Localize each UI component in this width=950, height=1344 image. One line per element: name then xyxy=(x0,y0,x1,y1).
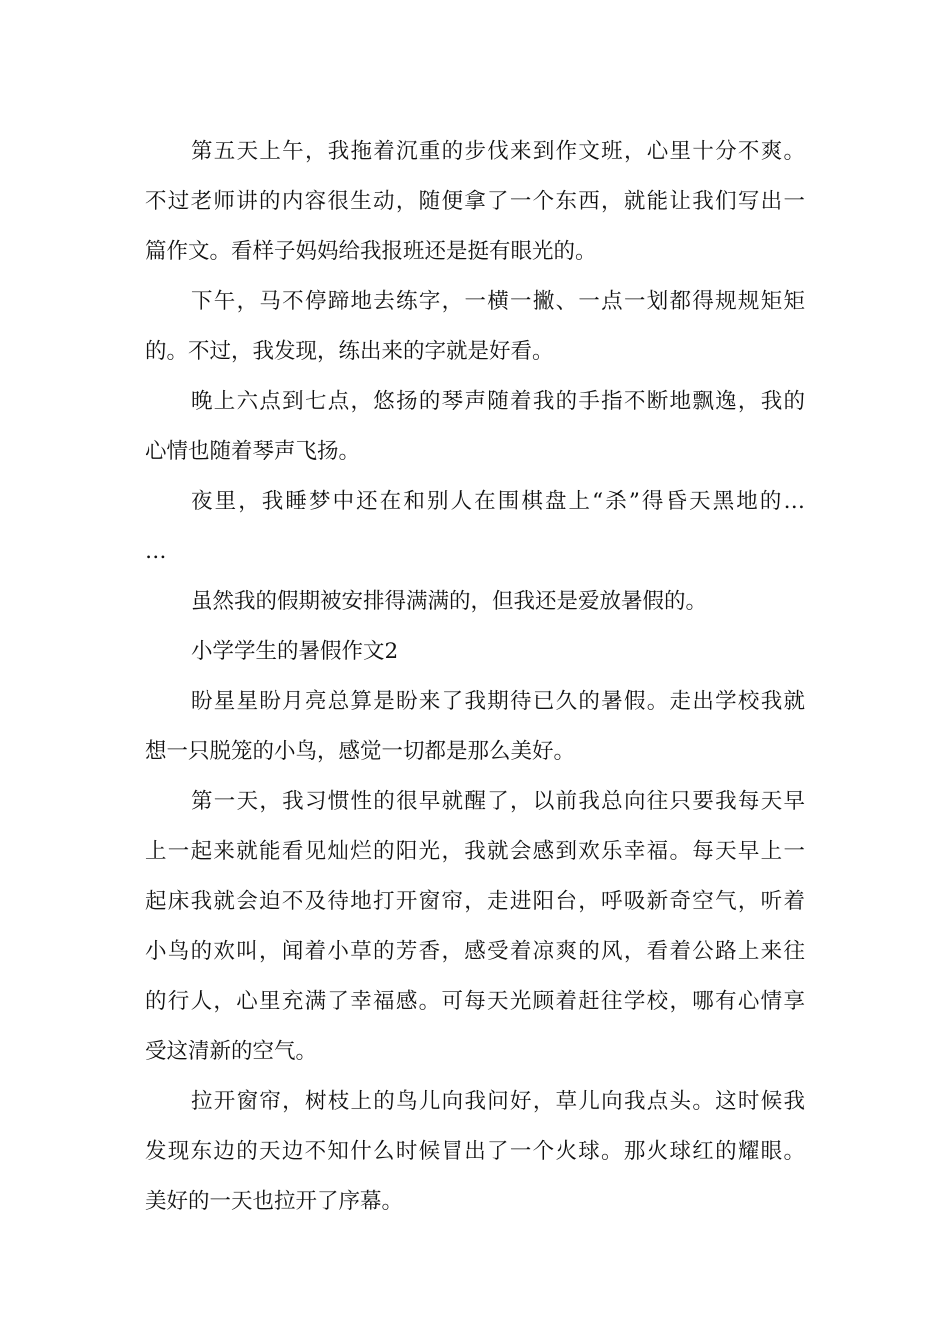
text-line: 美好的一天也拉开了序幕。 xyxy=(145,1189,404,1214)
text-line: 夜里，我睡梦中还在和别人在围棋盘上“杀”得昏天黑地的… xyxy=(191,489,805,514)
text-line: 晚上六点到七点，悠扬的琴声随着我的手指不断地飘逸，我的 xyxy=(191,389,805,414)
text-line: 盼星星盼月亮总算是盼来了我期待已久的暑假。走出学校我就 xyxy=(191,689,805,714)
text-line: 的行人，心里充满了幸福感。可每天光顾着赶往学校，哪有心情享 xyxy=(145,989,805,1014)
text-line: 发现东边的天边不知什么时候冒出了一个火球。那火球红的耀眼。 xyxy=(145,1139,805,1164)
text-line: 心情也随着琴声飞扬。 xyxy=(145,439,361,464)
section-heading: 小学学生的暑假作文2 xyxy=(191,639,399,664)
text-line: 受这清新的空气。 xyxy=(145,1039,318,1064)
text-line: 虽然我的假期被安排得满满的，但我还是爱放暑假的。 xyxy=(191,589,708,614)
text-line: 小鸟的欢叫，闻着小草的芳香，感受着凉爽的风，看着公路上来往 xyxy=(145,939,805,964)
text-line: 的。不过，我发现，练出来的字就是好看。 xyxy=(145,339,554,364)
text-line: 起床我就会迫不及待地打开窗帘，走进阳台，呼吸新奇空气，听着 xyxy=(145,889,805,914)
text-line: 拉开窗帘，树枝上的鸟儿向我问好，草儿向我点头。这时候我 xyxy=(191,1089,805,1114)
text-line: 第五天上午，我拖着沉重的步伐来到作文班，心里十分不爽。 xyxy=(191,139,805,164)
text-line: 想一只脱笼的小鸟，感觉一切都是那么美好。 xyxy=(145,739,576,764)
text-line: 第一天，我习惯性的很早就醒了，以前我总向往只要我每天早 xyxy=(191,789,805,814)
text-line: 不过老师讲的内容很生动，随便拿了一个东西，就能让我们写出一 xyxy=(145,189,805,214)
text-line: 篇作文。看样子妈妈给我报班还是挺有眼光的。 xyxy=(145,239,597,264)
text-line: 上一起来就能看见灿烂的阳光，我就会感到欢乐幸福。每天早上一 xyxy=(145,839,805,864)
document-page xyxy=(145,0,805,1344)
text-line: … xyxy=(145,539,167,564)
text-line: 下午，马不停蹄地去练字，一横一撇、一点一划都得规规矩矩 xyxy=(191,289,805,314)
